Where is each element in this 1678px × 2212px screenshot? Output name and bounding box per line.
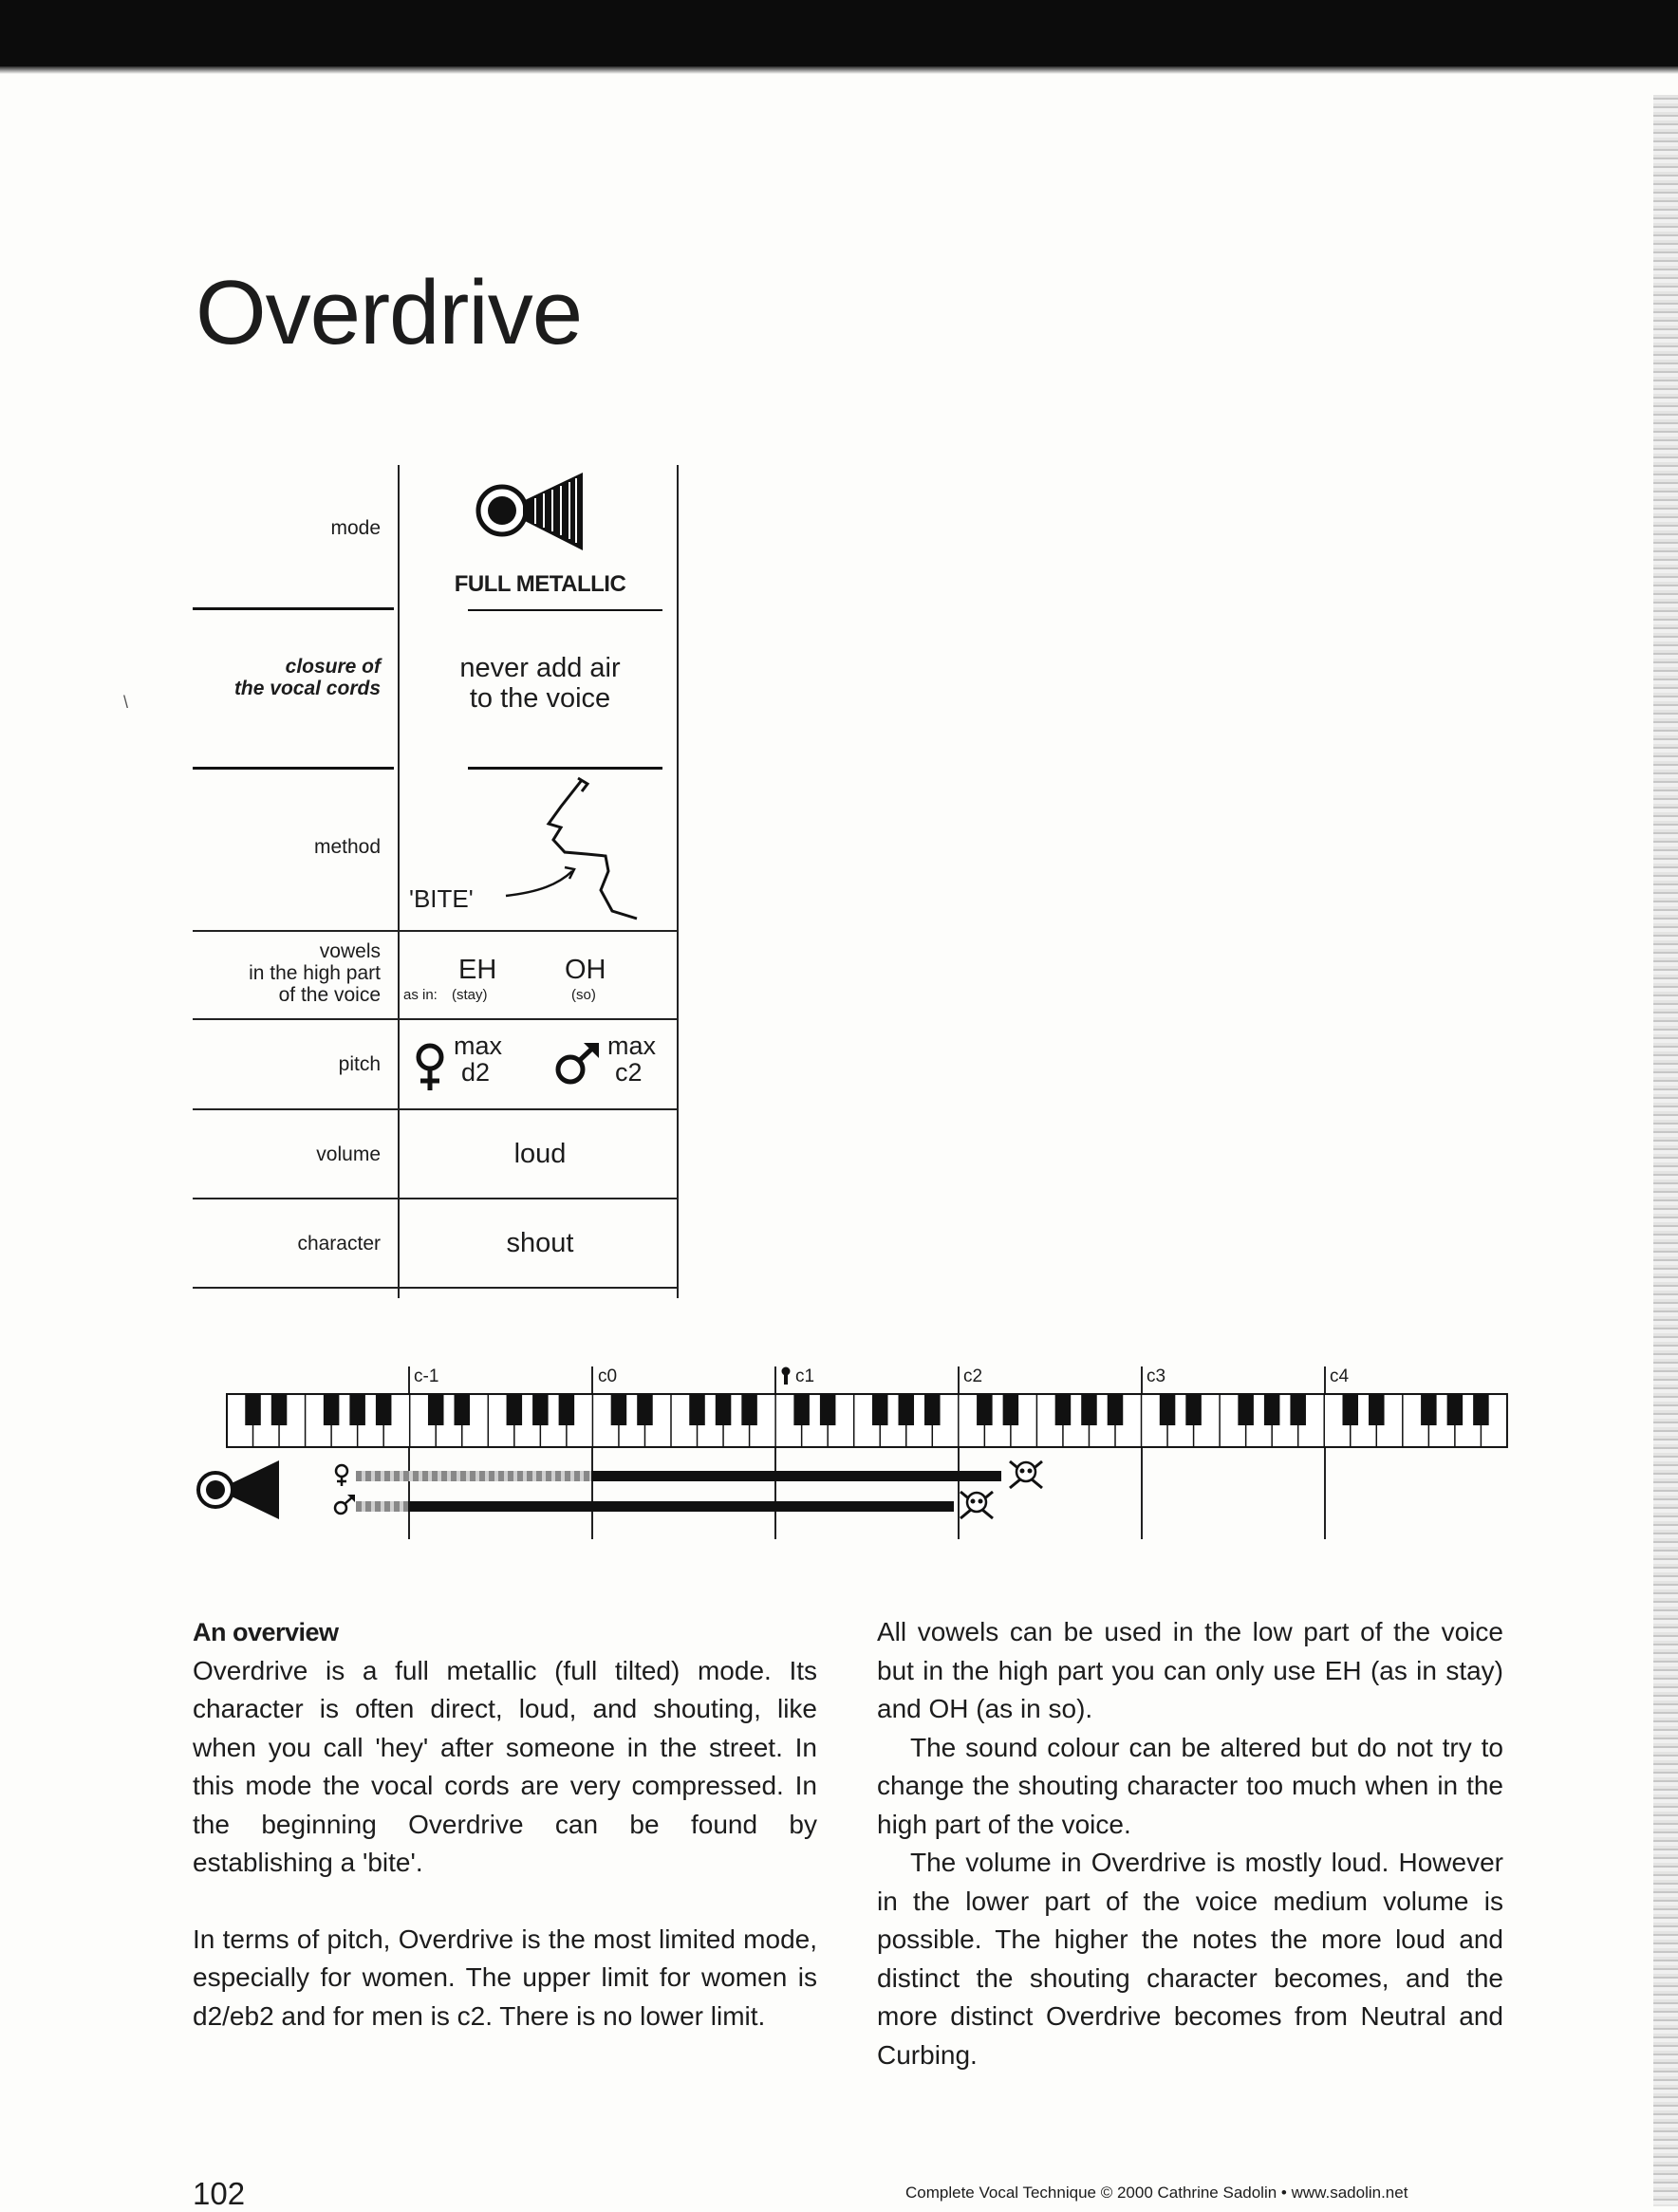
section-heading: An overview: [193, 1618, 339, 1646]
row-divider: [468, 609, 662, 611]
vowel-oh-example: (so): [571, 987, 596, 1003]
male-max-note: c2: [615, 1058, 643, 1087]
pitch-range-keyboard: [190, 1366, 1528, 1575]
black-key: [428, 1394, 444, 1425]
table-row-mode: [193, 465, 679, 609]
black-key: [716, 1394, 732, 1425]
black-key: [1238, 1394, 1254, 1425]
row-label-character: character: [297, 1233, 381, 1255]
male-max-label: max: [607, 1032, 657, 1060]
octave-label-c3: c3: [1147, 1366, 1166, 1386]
black-key: [1185, 1394, 1202, 1425]
black-key: [872, 1394, 888, 1425]
black-key: [977, 1394, 993, 1425]
black-key: [1473, 1394, 1489, 1425]
table-row-character: [193, 1199, 679, 1287]
table-row-vowels: [193, 932, 679, 1019]
black-key: [349, 1394, 365, 1425]
octave-label-c1: c1: [795, 1366, 815, 1386]
black-key: [559, 1394, 575, 1425]
left-column: [193, 1613, 817, 2035]
table-row-closure: [193, 617, 679, 759]
skull-icon: [957, 1488, 997, 1522]
black-key: [1290, 1394, 1306, 1425]
black-key: [1108, 1394, 1124, 1425]
piano-keys: [226, 1393, 1510, 1450]
row-label-vowels-3: of the voice: [278, 984, 381, 1006]
row-label-pitch: pitch: [338, 1053, 381, 1075]
male-range-fade: [356, 1501, 408, 1512]
row-divider: [193, 1287, 679, 1289]
black-key: [532, 1394, 549, 1425]
black-key: [376, 1394, 392, 1425]
table-row-method: [193, 769, 679, 930]
vowel-oh: OH: [565, 955, 606, 985]
skull-icon: [1006, 1458, 1046, 1492]
female-symbol-icon: [413, 1041, 451, 1094]
right-column: [877, 1613, 1503, 2074]
black-key: [324, 1394, 340, 1425]
as-in-label: as in:: [403, 987, 438, 1003]
paragraph: The volume in Overdrive is mostly loud. However in the lower part of the voice medium volume is possible. The higher the notes the more loud and distinct the shouting character becomes, and the more distinct Overdrive becomes from Neutral and Curbing.: [877, 1848, 1503, 2070]
key-icon: [780, 1366, 790, 1384]
row-label-volume: volume: [316, 1143, 381, 1165]
row-label-closure-1: closure of: [285, 656, 381, 678]
paragraph: Overdrive is a full metallic (full tilted) mode. Its character is often direct, loud, and shouting, like when you call 'hey' after someone in the street. In this mode the vocal cords are very compressed. In the beginning Overdrive can be found by establishing a 'bite'.: [193, 1655, 817, 1877]
black-key: [1447, 1394, 1464, 1425]
black-key: [611, 1394, 627, 1425]
closure-line-2: to the voice: [469, 683, 611, 714]
vowel-eh-example: (stay): [452, 987, 488, 1003]
row-label-vowels-1: vowels: [319, 940, 381, 962]
page-footer: Complete Vocal Technique © 2000 Cathrine Sadolin • www.sadolin.net: [905, 2184, 1408, 2202]
black-key: [455, 1394, 471, 1425]
black-key: [637, 1394, 653, 1425]
overdrive-mode-icon: [192, 1457, 287, 1523]
mode-icon: [401, 465, 679, 574]
black-key: [1081, 1394, 1097, 1425]
black-key: [1369, 1394, 1385, 1425]
row-divider: [193, 607, 394, 610]
scan-right-edge: [1653, 95, 1678, 2206]
row-label-mode: mode: [330, 517, 381, 539]
octave-label-c4: c4: [1330, 1366, 1350, 1386]
black-key: [820, 1394, 836, 1425]
black-key: [271, 1394, 288, 1425]
paragraph: All vowels can be used in the low part of the voice but in the high part you can only use EH (as in stay) and OH (as in so).: [877, 1617, 1503, 1723]
mode-name: FULL METALLIC: [454, 571, 626, 597]
keyboard-frame: [227, 1394, 1507, 1447]
paragraph: The sound colour can be altered but do not try to change the shouting character too much when in the high part of the voice.: [877, 1732, 1503, 1839]
black-key: [793, 1394, 810, 1425]
mode-info-table: [193, 465, 679, 1258]
page-number: 102: [193, 2176, 246, 2211]
black-key: [1055, 1394, 1072, 1425]
black-key: [1342, 1394, 1358, 1425]
black-key: [1160, 1394, 1176, 1425]
table-row-pitch: [193, 1020, 679, 1107]
female-max-label: max: [454, 1032, 503, 1060]
vowel-eh: EH: [458, 955, 497, 985]
character-value: shout: [506, 1228, 574, 1258]
paragraph: In terms of pitch, Overdrive is the most limited mode, especially for women. The upper limit for women is d2/eb2 and for men is c2. There is no lower limit.: [193, 1924, 817, 2031]
row-label-method: method: [313, 836, 381, 858]
black-key: [245, 1394, 261, 1425]
black-key: [1421, 1394, 1437, 1425]
page-title: Overdrive: [196, 262, 583, 363]
black-key: [1003, 1394, 1019, 1425]
male-range-bar: [408, 1501, 954, 1512]
black-key: [741, 1394, 757, 1425]
male-symbol-icon: [553, 1041, 601, 1088]
bite-label: 'BITE': [409, 884, 474, 913]
row-label-vowels-2: in the high part: [249, 962, 381, 984]
scan-top-border: [0, 0, 1678, 66]
octave-label-c-1: c-1: [414, 1366, 439, 1386]
closure-line-1: never add air: [459, 653, 621, 683]
black-key: [689, 1394, 705, 1425]
scan-mark: \: [123, 693, 129, 712]
female-max-note: d2: [461, 1058, 491, 1087]
octave-label-c0: c0: [598, 1366, 618, 1386]
volume-value: loud: [513, 1139, 567, 1169]
black-key: [924, 1394, 941, 1425]
row-label-closure-2: the vocal cords: [233, 678, 381, 699]
table-row-volume: [193, 1110, 679, 1198]
black-key: [507, 1394, 523, 1425]
black-key: [1264, 1394, 1280, 1425]
octave-label-c2: c2: [963, 1366, 983, 1386]
female-range-fade: [356, 1471, 591, 1481]
black-key: [899, 1394, 915, 1425]
female-range-bar: [591, 1471, 1001, 1481]
